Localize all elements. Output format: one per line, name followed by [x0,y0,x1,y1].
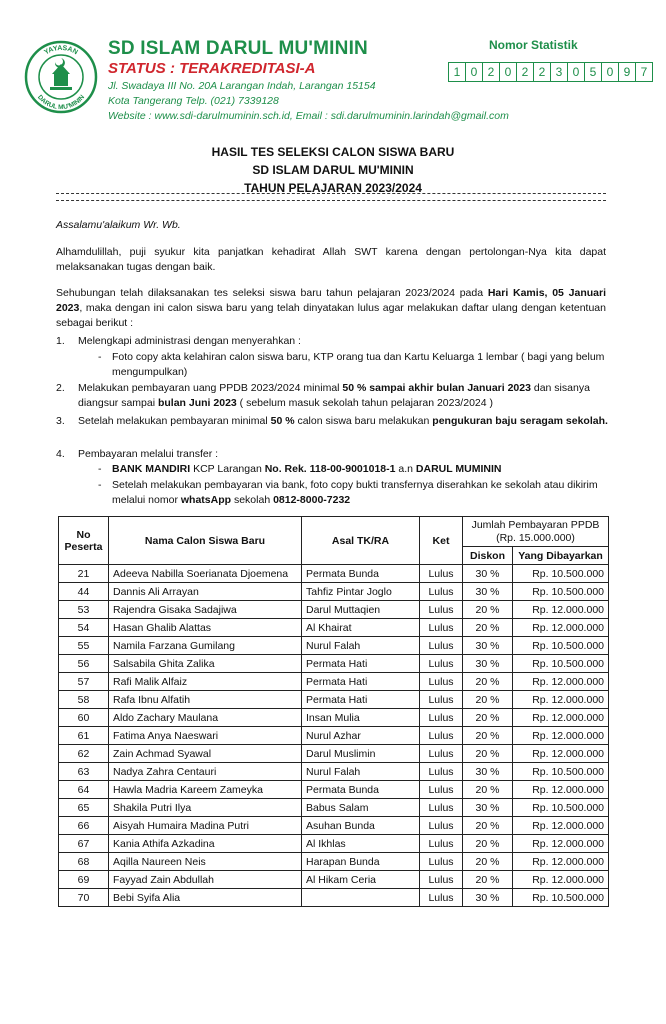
cell-discount: 20 % [463,853,513,871]
cell-discount: 20 % [463,835,513,853]
cell-discount: 20 % [463,601,513,619]
cell-origin: Darul Muslimin [302,745,420,763]
statistic-digit: 0 [567,63,584,81]
cell-no: 53 [59,601,109,619]
cell-origin: Al Ikhlas [302,835,420,853]
cell-origin: Darul Muttaqien [302,601,420,619]
statistic-digit: 9 [618,63,635,81]
header-discount: Diskon [463,547,513,565]
statistic-digit: 7 [635,63,652,81]
cell-origin: Nurul Azhar [302,727,420,745]
cell-no: 68 [59,853,109,871]
sub-list-item: - Foto copy akta kelahiran calon siswa baru, KTP orang tua dan Kartu Keluarga 1 lembar ( bagi yang belum mengumpulkan) [98,351,605,378]
header-payment: Jumlah Pembayaran PPDB (Rp. 15.000.000) [463,517,609,547]
cell-paid: Rp. 12.000.000 [513,871,609,889]
table-row [59,799,609,817]
cell-no: 55 [59,637,109,655]
table-row [59,781,609,799]
cell-ket: Lulus [420,853,463,871]
cell-origin: Harapan Bunda [302,853,420,871]
cell-name: Rafi Malik Alfaiz [109,673,302,691]
cell-paid: Rp. 12.000.000 [513,781,609,799]
statistic-digit: 1 [453,65,461,79]
greeting: Assalamu'alaikum Wr. Wb. [56,219,181,231]
statistic-digit: 2 [516,63,533,81]
table-row [59,583,609,601]
cell-origin: Al Hikam Ceria [302,871,420,889]
table-row [59,601,609,619]
table-row [59,889,609,907]
cell-name: Rajendra Gisaka Sadajiwa [109,601,302,619]
table-row [59,727,609,745]
table-row [59,673,609,691]
cell-name: Hawla Madria Kareem Zameyka [109,781,302,799]
phone-line: Kota Tangerang Telp. (021) 7339128 [108,95,279,107]
cell-origin: Tahfiz Pintar Joglo [302,583,420,601]
cell-ket: Lulus [420,745,463,763]
header-origin: Asal TK/RA [302,517,420,565]
announcement-paragraph: Sehubungan telah dilaksanakan tes seleksi siswa baru tahun pelajaran 2023/2024 pada Hari Kamis, 05 Januari 2023, maka dengan ini calon siswa baru yang telah dinyatakan lulus agar melakukan daftar ulang dengan ketentuan sebagai berikut : [56,287,606,329]
table-row [59,565,609,583]
statistic-digit: 2 [482,63,499,81]
cell-name: Shakila Putri Ilya [109,799,302,817]
logo-bottom-text: DARUL MU'MININ [35,93,87,111]
statistic-digit: 0 [465,63,482,81]
cell-origin [302,889,420,907]
statistic-digit: 0 [601,63,618,81]
statistic-number-label: Nomor Statistik [489,38,578,52]
cell-paid: Rp. 12.000.000 [513,835,609,853]
cell-discount: 20 % [463,871,513,889]
cell-name: Aqilla Naureen Neis [109,853,302,871]
cell-name: Nadya Zahra Centauri [109,763,302,781]
cell-name: Fayyad Zain Abdullah [109,871,302,889]
table-row [59,817,609,835]
document-subtitle-year: TAHUN PELAJARAN 2023/2024 [244,181,422,195]
cell-name: Bebi Syifa Alia [109,889,302,907]
cell-name: Aisyah Humaira Madina Putri [109,817,302,835]
cell-paid: Rp. 10.500.000 [513,637,609,655]
cell-discount: 20 % [463,817,513,835]
cell-name: Dannis Ali Arrayan [109,583,302,601]
list-item: 3. Setelah melakukan pembayaran minimal 50 % calon siswa baru melakukan pengukuran baju seragam sekolah. [56,415,608,427]
cell-ket: Lulus [420,727,463,745]
cell-origin: Permata Bunda [302,565,420,583]
statistic-digit: 2 [533,63,550,81]
cell-ket: Lulus [420,619,463,637]
document-title: HASIL TES SELEKSI CALON SISWA BARU [211,145,455,159]
cell-no: 69 [59,871,109,889]
cell-no: 44 [59,583,109,601]
cell-paid: Rp. 12.000.000 [513,727,609,745]
cell-ket: Lulus [420,799,463,817]
cell-name: Namila Farzana Gumilang [109,637,302,655]
cell-discount: 30 % [463,655,513,673]
cell-no: 66 [59,817,109,835]
cell-no: 70 [59,889,109,907]
list-item: 4. Pembayaran melalui transfer : [56,448,219,460]
cell-no: 56 [59,655,109,673]
cell-paid: Rp. 12.000.000 [513,817,609,835]
cell-no: 63 [59,763,109,781]
logo-top-text: YAYASAN [43,44,79,57]
cell-paid: Rp. 12.000.000 [513,853,609,871]
cell-origin: Permata Hati [302,655,420,673]
cell-origin: Al Khairat [302,619,420,637]
cell-origin: Permata Bunda [302,781,420,799]
cell-origin: Asuhan Bunda [302,817,420,835]
cell-discount: 20 % [463,673,513,691]
cell-discount: 20 % [463,619,513,637]
cell-ket: Lulus [420,889,463,907]
cell-ket: Lulus [420,691,463,709]
cell-no: 64 [59,781,109,799]
header-name: Nama Calon Siswa Baru [109,517,302,565]
cell-ket: Lulus [420,763,463,781]
table-row [59,871,609,889]
cell-origin: Nurul Falah [302,637,420,655]
sub-list-item: - Setelah melakukan pembayaran via bank, foto copy bukti transfernya diserahkan ke sekolah atau dikirim melalui nomor whatsApp sekolah 0812-8000-7232 [98,479,598,506]
cell-ket: Lulus [420,709,463,727]
cell-name: Zain Achmad Syawal [109,745,302,763]
cell-ket: Lulus [420,835,463,853]
cell-paid: Rp. 10.500.000 [513,889,609,907]
separator-line [56,193,606,201]
cell-no: 61 [59,727,109,745]
cell-discount: 30 % [463,583,513,601]
cell-no: 62 [59,745,109,763]
cell-ket: Lulus [420,871,463,889]
table-row [59,835,609,853]
cell-origin: Permata Hati [302,673,420,691]
header-paid: Yang Dibayarkan [513,547,609,565]
sub-list-item: - BANK MANDIRI KCP Larangan No. Rek. 118-00-9001018-1 a.n DARUL MUMININ [98,463,502,475]
cell-ket: Lulus [420,637,463,655]
cell-no: 54 [59,619,109,637]
statistic-number-boxes [448,62,653,82]
cell-origin: Babus Salam [302,799,420,817]
cell-name: Aldo Zachary Maulana [109,709,302,727]
cell-paid: Rp. 10.500.000 [513,763,609,781]
list-item: 2. Melakukan pembayaran uang PPDB 2023/2024 minimal 50 % sampai akhir bulan Januari 2023 dan sisanya diangsur sampai bulan Juni 2023 ( sebelum masuk sekolah tahun pelajaran 2023/2024 ) [56,382,590,409]
cell-ket: Lulus [420,781,463,799]
website-email-line: Website : www.sdi-darulmuminin.sch.id, Email : sdi.darulmuminin.larindah@gmail.com [108,110,509,122]
cell-origin: Nurul Falah [302,763,420,781]
cell-discount: 20 % [463,781,513,799]
statistic-digit: 3 [550,63,567,81]
cell-paid: Rp. 12.000.000 [513,691,609,709]
cell-ket: Lulus [420,673,463,691]
table-row [59,745,609,763]
cell-ket: Lulus [420,583,463,601]
statistic-digit: 5 [584,63,601,81]
results-table-body [59,565,609,907]
cell-discount: 30 % [463,637,513,655]
table-row [59,763,609,781]
header-no-peserta: No Peserta [59,517,109,565]
cell-discount: 20 % [463,709,513,727]
cell-discount: 30 % [463,889,513,907]
table-row [59,619,609,637]
cell-name: Salsabila Ghita Zalika [109,655,302,673]
statistic-digit: 0 [499,63,516,81]
table-row [59,709,609,727]
cell-paid: Rp. 12.000.000 [513,745,609,763]
document-subtitle-school: SD ISLAM DARUL MU'MININ [252,163,414,177]
cell-discount: 20 % [463,727,513,745]
cell-ket: Lulus [420,565,463,583]
table-row [59,655,609,673]
cell-paid: Rp. 10.500.000 [513,655,609,673]
cell-paid: Rp. 10.500.000 [513,565,609,583]
cell-name: Kania Athifa Azkadina [109,835,302,853]
cell-origin: Permata Hati [302,691,420,709]
cell-paid: Rp. 10.500.000 [513,799,609,817]
cell-paid: Rp. 12.000.000 [513,709,609,727]
cell-paid: Rp. 12.000.000 [513,601,609,619]
table-row [59,853,609,871]
cell-name: Fatima Anya Naeswari [109,727,302,745]
results-table [58,516,609,907]
cell-name: Hasan Ghalib Alattas [109,619,302,637]
cell-ket: Lulus [420,817,463,835]
school-logo [24,40,98,114]
cell-paid: Rp. 12.000.000 [513,673,609,691]
cell-discount: 30 % [463,763,513,781]
header-ket: Ket [420,517,463,565]
address-line: Jl. Swadaya III No. 20A Larangan Indah, Larangan 15154 [108,80,376,92]
list-item: 1. Melengkapi administrasi dengan menyerahkan : [56,335,301,347]
cell-no: 58 [59,691,109,709]
cell-discount: 20 % [463,691,513,709]
opening-paragraph: Alhamdulillah, puji syukur kita panjatkan kehadirat Allah SWT karena dengan pertolongan-Nya kita dapat melaksanakan tugas dengan baik. [56,246,606,273]
cell-paid: Rp. 12.000.000 [513,619,609,637]
cell-discount: 30 % [463,565,513,583]
cell-origin: Insan Mulia [302,709,420,727]
cell-discount: 20 % [463,745,513,763]
cell-no: 21 [59,565,109,583]
cell-ket: Lulus [420,601,463,619]
cell-no: 67 [59,835,109,853]
school-name: SD ISLAM DARUL MU'MININ [108,38,368,59]
table-row [59,637,609,655]
cell-paid: Rp. 10.500.000 [513,583,609,601]
cell-name: Adeeva Nabilla Soerianata Djoemena [109,565,302,583]
cell-ket: Lulus [420,655,463,673]
cell-no: 65 [59,799,109,817]
cell-no: 57 [59,673,109,691]
cell-no: 60 [59,709,109,727]
cell-discount: 30 % [463,799,513,817]
cell-name: Rafa Ibnu Alfatih [109,691,302,709]
accreditation-status: STATUS : TERAKREDITASI-A [108,60,316,77]
table-row [59,691,609,709]
